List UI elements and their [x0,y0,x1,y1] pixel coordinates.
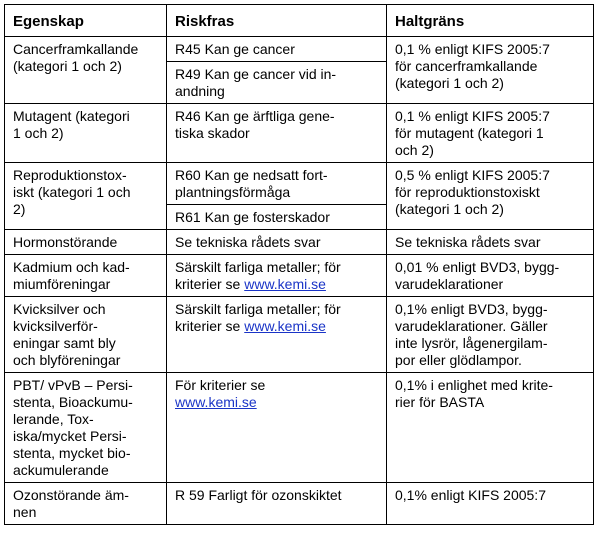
kemi-link[interactable]: www.kemi.se [244,318,326,334]
table-row [5,163,594,205]
limit-cell: 0,01 % enligt BVD3, bygg- varudeklarationer [387,255,594,297]
risk-phrase-text: För kriterier se [175,377,266,393]
table-row [5,255,594,297]
risk-phrase-cell: R46 Kan ge ärftliga gene- tiska skador [167,104,387,163]
risk-phrase-cell: Se tekniska rådets svar [167,230,387,255]
limit-cell: 0,1% enligt KIFS 2005:7 [387,483,594,525]
risk-phrase-cell: R49 Kan ge cancer vid in- andning [167,62,387,104]
risk-phrase-cell: R 59 Farligt för ozonskiktet [167,483,387,525]
limit-cell: Se tekniska rådets svar [387,230,594,255]
substance-criteria-table [4,4,594,525]
table-row [5,297,594,373]
table-row [5,230,594,255]
risk-phrase-cell: R45 Kan ge cancer [167,37,387,62]
table-row [5,104,594,163]
limit-cell: 0,1% enligt BVD3, bygg- varudeklarationer. Gäller inte lysrör, lågenergilam- por eller glödlampor. [387,297,594,373]
kemi-link[interactable]: www.kemi.se [244,276,326,292]
risk-phrase-cell [167,373,387,483]
table-row [5,373,594,483]
document [4,4,593,525]
limit-cell: 0,5 % enligt KIFS 2005:7 för reproduktionstoxiskt (kategori 1 och 2) [387,163,594,230]
property-cell: Mutagent (kategori 1 och 2) [5,104,167,163]
property-cell: Ozonstörande äm- nen [5,483,167,525]
property-cell: Hormonstörande [5,230,167,255]
limit-cell: 0,1 % enligt KIFS 2005:7 för mutagent (kategori 1 och 2) [387,104,594,163]
risk-phrase-cell: R60 Kan ge nedsatt fort- plantningsförmåga [167,163,387,205]
property-cell: Kadmium och kad- miumföreningar [5,255,167,297]
table-row [5,483,594,525]
table-header-row [5,5,594,37]
risk-phrase-cell [167,297,387,373]
property-cell: PBT/ vPvB – Persi- stenta, Bioackumu- lerande, Tox- iska/mycket Persi- stenta, mycket bio- ackumulerande [5,373,167,483]
limit-cell: 0,1 % enligt KIFS 2005:7 för cancerframkallande (kategori 1 och 2) [387,37,594,104]
header-risk-phrase: Riskfras [167,5,387,37]
header-property: Egenskap [5,5,167,37]
header-limit: Haltgräns [387,5,594,37]
property-cell: Kvicksilver och kvicksilverför- eningar samt bly och blyföreningar [5,297,167,373]
property-cell: Cancerframkallande (kategori 1 och 2) [5,37,167,104]
risk-phrase-text: Särskilt farliga metaller; för kriterier se [175,301,341,334]
kemi-link[interactable]: www.kemi.se [175,394,257,410]
table-row [5,37,594,62]
risk-phrase-cell: R61 Kan ge fosterskador [167,205,387,230]
risk-phrase-cell [167,255,387,297]
limit-cell: 0,1% i enlighet med krite- rier för BASTA [387,373,594,483]
risk-phrase-text: Särskilt farliga metaller; för kriterier se [175,259,341,292]
property-cell: Reproduktionstox- iskt (kategori 1 och 2) [5,163,167,230]
